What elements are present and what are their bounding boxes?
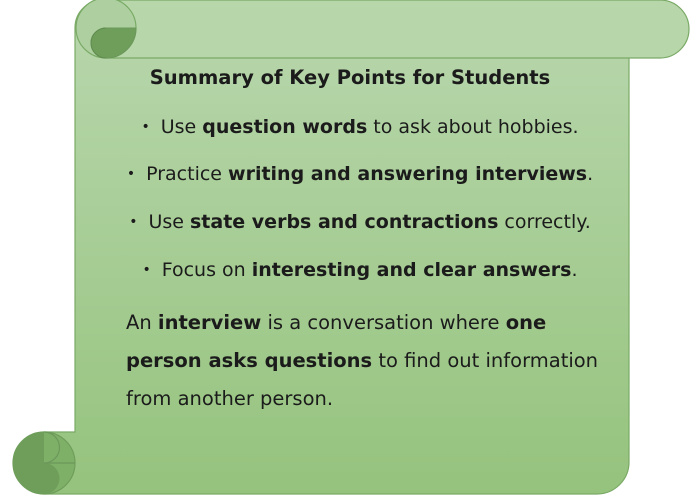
bullet-item: • Use question words to ask about hobbies. — [141, 116, 579, 138]
bullet-dot-icon: • — [142, 262, 151, 278]
bullet-dot-icon: • — [141, 119, 150, 135]
bullet-item: • Use state verbs and contractions correctly. — [129, 211, 591, 233]
page-title: Summary of Key Points for Students — [149, 66, 551, 89]
definition-paragraph: An interview is a conversation where one person asks questions to find out information from another person. — [126, 311, 599, 410]
bullet-item: • Practice writing and answering interviews. — [126, 163, 594, 185]
bullet-dot-icon: • — [126, 166, 136, 182]
scroll-top-roll — [106, 0, 689, 58]
bullet-dot-icon: • — [129, 214, 138, 230]
bullet-item: • Focus on interesting and clear answers. — [142, 259, 578, 281]
